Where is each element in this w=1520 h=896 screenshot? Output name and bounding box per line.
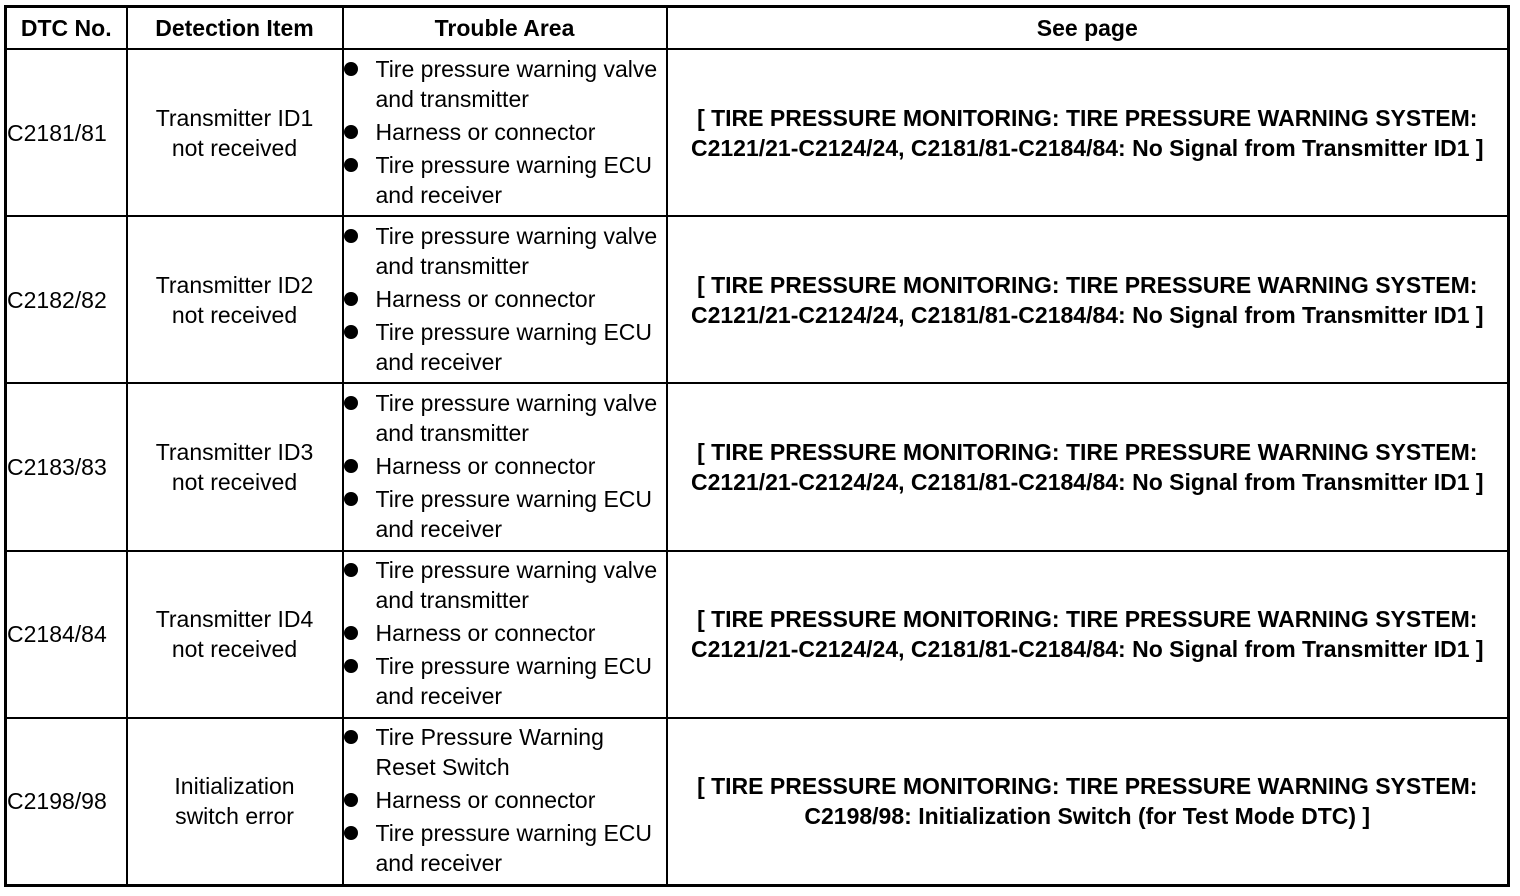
trouble-area-item [344,618,666,648]
detection-item-cell [127,49,343,216]
trouble-area-text: Harness or connector [375,787,596,814]
see-page-link[interactable]: [ TIRE PRESSURE MONITORING: TIRE PRESSURE WARNING SYSTEM: C2121/21-C2124/24, C2181/81-C2184/84: No Signal from Transmitter ID1 ] [667,216,1509,383]
trouble-area-item [344,317,666,377]
bullet-icon [344,229,358,243]
bullet-icon [344,492,358,506]
trouble-area-text: Tire pressure warning ECU and receiver [375,485,653,542]
dtc-code-cell: C2183/83 [6,383,127,550]
detection-item-line: Transmitter ID1 [155,104,314,131]
trouble-area-item [344,451,666,481]
trouble-area-text: Tire pressure warning valve and transmitter [375,222,658,279]
trouble-area-item [344,117,666,147]
trouble-area-cell [343,718,667,886]
bullet-icon [344,626,358,640]
trouble-area-list [344,54,666,210]
detection-item-line: Transmitter ID3 [155,438,314,465]
see-page-link[interactable]: [ TIRE PRESSURE MONITORING: TIRE PRESSURE WARNING SYSTEM: C2121/21-C2124/24, C2181/81-C2184/84: No Signal from Transmitter ID1 ] [667,551,1509,718]
bullet-icon [344,62,358,76]
trouble-area-item [344,388,666,448]
trouble-area-item [344,555,666,615]
trouble-area-cell [343,551,667,718]
trouble-area-text: Harness or connector [375,118,596,145]
see-page-link[interactable]: [ TIRE PRESSURE MONITORING: TIRE PRESSURE WARNING SYSTEM: C2121/21-C2124/24, C2181/81-C2184/84: No Signal from Transmitter ID1 ] [667,383,1509,550]
trouble-area-list [344,555,666,711]
bullet-icon [344,459,358,473]
bullet-icon [344,325,358,339]
trouble-area-text: Tire pressure warning ECU and receiver [375,820,653,877]
trouble-area-item [344,221,666,281]
trouble-area-item [344,284,666,314]
trouble-area-text: Harness or connector [375,285,596,312]
trouble-area-item [344,651,666,711]
header-dtc-no: DTC No. [6,7,127,50]
trouble-area-item [344,818,666,878]
trouble-area-text: Harness or connector [375,452,596,479]
dtc-code-cell: C2184/84 [6,551,127,718]
bullet-icon [344,730,358,744]
table-row [6,216,1509,383]
trouble-area-list [344,221,666,377]
bullet-icon [344,125,358,139]
dtc-code-cell: C2181/81 [6,49,127,216]
table-body [6,49,1509,886]
trouble-area-item [344,722,666,782]
detection-item-cell [127,551,343,718]
header-see-page: See page [667,7,1509,50]
detection-item-line: not received [171,468,298,495]
trouble-area-text: Tire pressure warning ECU and receiver [375,318,653,375]
trouble-area-item [344,150,666,210]
dtc-table [4,5,1510,887]
trouble-area-item [344,54,666,114]
detection-item-line: Transmitter ID4 [155,606,314,633]
bullet-icon [344,292,358,306]
detection-item-cell [127,383,343,550]
table-row [6,383,1509,550]
trouble-area-list [344,388,666,544]
table-row [6,551,1509,718]
trouble-area-text: Harness or connector [375,620,596,647]
table-row [6,49,1509,216]
trouble-area-cell [343,49,667,216]
trouble-area-text: Tire pressure warning valve and transmitter [375,55,658,112]
trouble-area-item [344,785,666,815]
dtc-code-cell: C2182/82 [6,216,127,383]
detection-item-line: Transmitter ID2 [155,271,314,298]
trouble-area-cell [343,216,667,383]
trouble-area-text: Tire pressure warning valve and transmitter [375,557,658,614]
detection-item-cell [127,216,343,383]
bullet-icon [344,396,358,410]
trouble-area-cell [343,383,667,550]
trouble-area-text: Tire pressure warning valve and transmitter [375,389,658,446]
bullet-icon [344,158,358,172]
dtc-code-cell: C2198/98 [6,718,127,886]
trouble-area-list [344,722,666,878]
detection-item-line: not received [171,301,298,328]
table-header [6,7,1509,50]
trouble-area-text: Tire pressure warning ECU and receiver [375,653,653,710]
trouble-area-text: Tire pressure warning ECU and receiver [375,151,653,208]
trouble-area-item [344,484,666,544]
detection-item-line: switch error [175,803,294,830]
detection-item-line: not received [171,636,298,663]
detection-item-cell [127,718,343,886]
bullet-icon [344,659,358,673]
header-trouble-area: Trouble Area [343,7,667,50]
bullet-icon [344,563,358,577]
bullet-icon [344,793,358,807]
detection-item-line: Initialization [174,773,295,800]
detection-item-line: not received [171,134,298,161]
see-page-link[interactable]: [ TIRE PRESSURE MONITORING: TIRE PRESSURE WARNING SYSTEM: C2198/98: Initialization Switch (for Test Mode DTC) ] [667,718,1509,886]
header-row [6,7,1509,50]
table-row [6,718,1509,886]
header-detection-item: Detection Item [127,7,343,50]
trouble-area-text: Tire Pressure Warning Reset Switch [375,724,604,781]
bullet-icon [344,826,358,840]
see-page-link[interactable]: [ TIRE PRESSURE MONITORING: TIRE PRESSURE WARNING SYSTEM: C2121/21-C2124/24, C2181/81-C2184/84: No Signal from Transmitter ID1 ] [667,49,1509,216]
